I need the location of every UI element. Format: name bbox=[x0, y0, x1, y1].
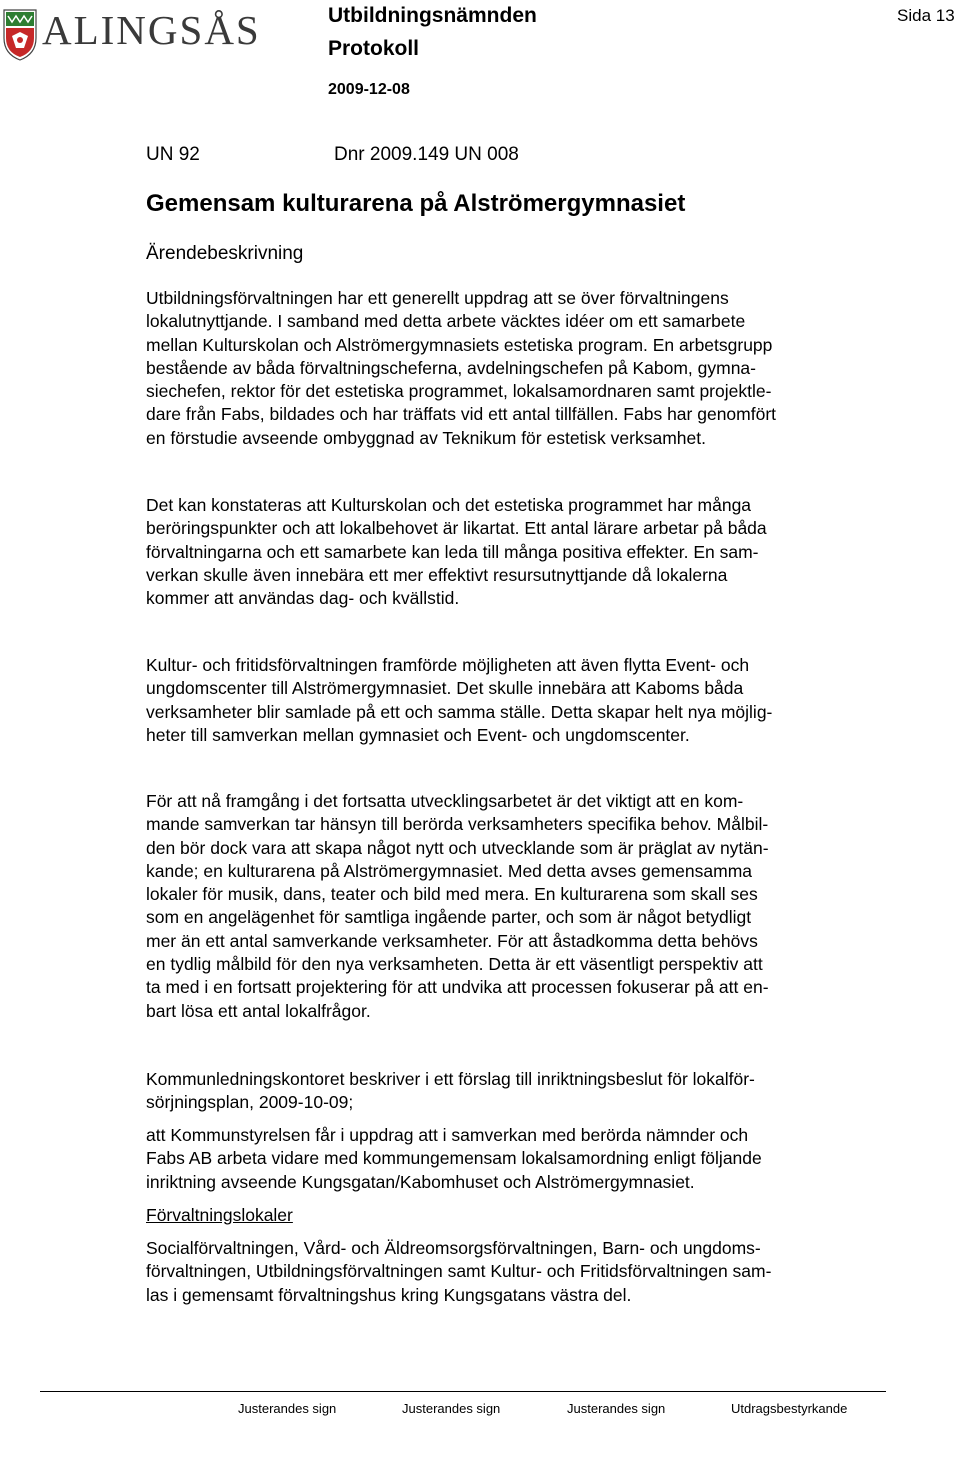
paragraph bbox=[146, 1068, 881, 1115]
page-number: Sida 13 bbox=[897, 6, 955, 25]
text-line: För att nå framgång i det fortsatta utvecklingsarbetet är det viktigt att en kom- bbox=[146, 791, 744, 811]
text-line: lokalutnyttjande. I samband med detta arbete väcktes idéer om ett samarbete bbox=[146, 311, 746, 332]
paragraph bbox=[146, 1124, 881, 1194]
text-line: ta med i en fortsatt projektering för att undvika att processen fokuserar på att en- bbox=[146, 977, 769, 998]
meeting-date: 2009-12-08 bbox=[328, 81, 410, 98]
diary-number: Dnr 2009.149 UN 008 bbox=[334, 144, 519, 165]
section-subheading bbox=[146, 1204, 881, 1227]
page-title: Gemensam kulturarena på Alströmergymnasiet bbox=[146, 190, 686, 217]
paragraph bbox=[146, 654, 881, 747]
footer-divider bbox=[40, 1391, 886, 1392]
text-line: ungdomscenter till Alströmergymnasiet. Det skulle innebära att Kaboms båda bbox=[146, 678, 744, 699]
text-line: beröringspunkter och att lokalbehovet är likartat. Ett antal lärare arbetar på båda bbox=[146, 518, 767, 539]
text-line: förvaltningarna och ett samarbete kan leda till många positiva effekter. En sam- bbox=[146, 541, 759, 562]
text-line: lokaler för musik, dans, teater och bild med mera. En kulturarena som skall ses bbox=[146, 884, 758, 905]
text-line: Fabs AB arbeta vidare med kommungemensam lokalsamordning enligt följande bbox=[146, 1148, 762, 1169]
document-type: Protokoll bbox=[328, 37, 420, 60]
text-line: mellan Kulturskolan och Alströmergymnasiets estetiska program. En arbetsgrupp bbox=[146, 334, 773, 355]
committee-name: Utbildningsnämnden bbox=[328, 4, 537, 27]
text-line: Förvaltningslokaler bbox=[146, 1205, 293, 1225]
crest-icon bbox=[2, 8, 38, 62]
text-line: bestående av båda förvaltningscheferna, avdelningschefen på Kabom, gymna- bbox=[146, 357, 756, 378]
text-line: kommer att användas dag- och kvällstid. bbox=[146, 588, 460, 609]
text-line: heter till samverkan mellan gymnasiet och Event- och ungdomscenter. bbox=[146, 724, 690, 745]
text-line: Kultur- och fritidsförvaltningen framförde möjligheten att även flytta Event- och bbox=[146, 655, 750, 675]
text-line: dare från Fabs, bildades och har träffats vid ett antal tillfällen. Fabs har genomfört bbox=[146, 404, 777, 425]
text-line: som en angelägenhet för samtliga ingående parter, och som är något betydligt bbox=[146, 907, 752, 928]
signature-field-3: Justerandes sign bbox=[567, 1401, 666, 1416]
extract-certification-field: Utdragsbestyrkande bbox=[731, 1401, 848, 1416]
text-line: Socialförvaltningen, Vård- och Äldreomsorgsförvaltningen, Barn- och ungdoms- bbox=[146, 1238, 761, 1258]
municipality-logo bbox=[2, 4, 264, 64]
text-line: en förstudie avseende ombyggnad av Teknikum för estetisk verksamhet. bbox=[146, 427, 706, 448]
text-line: inriktning avseende Kungsgatan/Kabomhuset och Alströmergymnasiet. bbox=[146, 1171, 695, 1192]
signature-field-2: Justerandes sign bbox=[402, 1401, 501, 1416]
paragraph bbox=[146, 287, 881, 450]
text-line: sörjningsplan, 2009-10-09; bbox=[146, 1092, 354, 1113]
text-line: den bör dock vara att skapa något nytt och utvecklande som är präglat av nytän- bbox=[146, 837, 769, 858]
text-line: mande samverkan tar hänsyn till berörda verksamheters specifika behov. Målbil- bbox=[146, 814, 769, 835]
text-line: mer än ett antal samverkande verksamheter. För att åstadkomma detta behövs bbox=[146, 930, 758, 951]
text-line: en tydlig målbild för den nya verksamheten. Detta är ett väsentligt perspektiv att bbox=[146, 954, 763, 975]
text-line: förvaltningen, Utbildningsförvaltningen samt Kultur- och Fritidsförvaltningen sam- bbox=[146, 1261, 772, 1282]
text-line: bart lösa ett antal lokalfrågor. bbox=[146, 1000, 371, 1021]
signature-field-1: Justerandes sign bbox=[238, 1401, 337, 1416]
logo-wordmark: ALINGSÅS bbox=[42, 7, 261, 53]
text-line: siechefen, rektor för det estetiska programmet, lokalsamordnaren samt projektle- bbox=[146, 381, 772, 402]
text-line: Det kan konstateras att Kulturskolan och det estetiska programmet har många bbox=[146, 495, 752, 515]
text-line: Utbildningsförvaltningen har ett generellt uppdrag att se över förvaltningens bbox=[146, 288, 729, 308]
section-heading: Ärendebeskrivning bbox=[146, 243, 304, 264]
text-line: verksamheter blir samlade på ett och samma ställe. Detta skapar helt nya möjlig- bbox=[146, 701, 773, 722]
case-number: UN 92 bbox=[146, 144, 200, 165]
text-line: las i gemensamt förvaltningshus kring Kungsgatans västra del. bbox=[146, 1284, 632, 1305]
paragraph bbox=[146, 1237, 881, 1307]
text-line: kande; en kulturarena på Alströmergymnasiet. Med detta avses gemensamma bbox=[146, 860, 753, 881]
text-line: Kommunledningskontoret beskriver i ett förslag till inriktningsbeslut för lokalför- bbox=[146, 1069, 755, 1089]
text-line: verkan skulle även innebära ett mer effektivt resursutnyttjande då lokalerna bbox=[146, 564, 728, 585]
paragraph bbox=[146, 790, 881, 1023]
text-line: att Kommunstyrelsen får i uppdrag att i samverkan med berörda nämnder och bbox=[146, 1125, 749, 1145]
paragraph bbox=[146, 494, 881, 610]
